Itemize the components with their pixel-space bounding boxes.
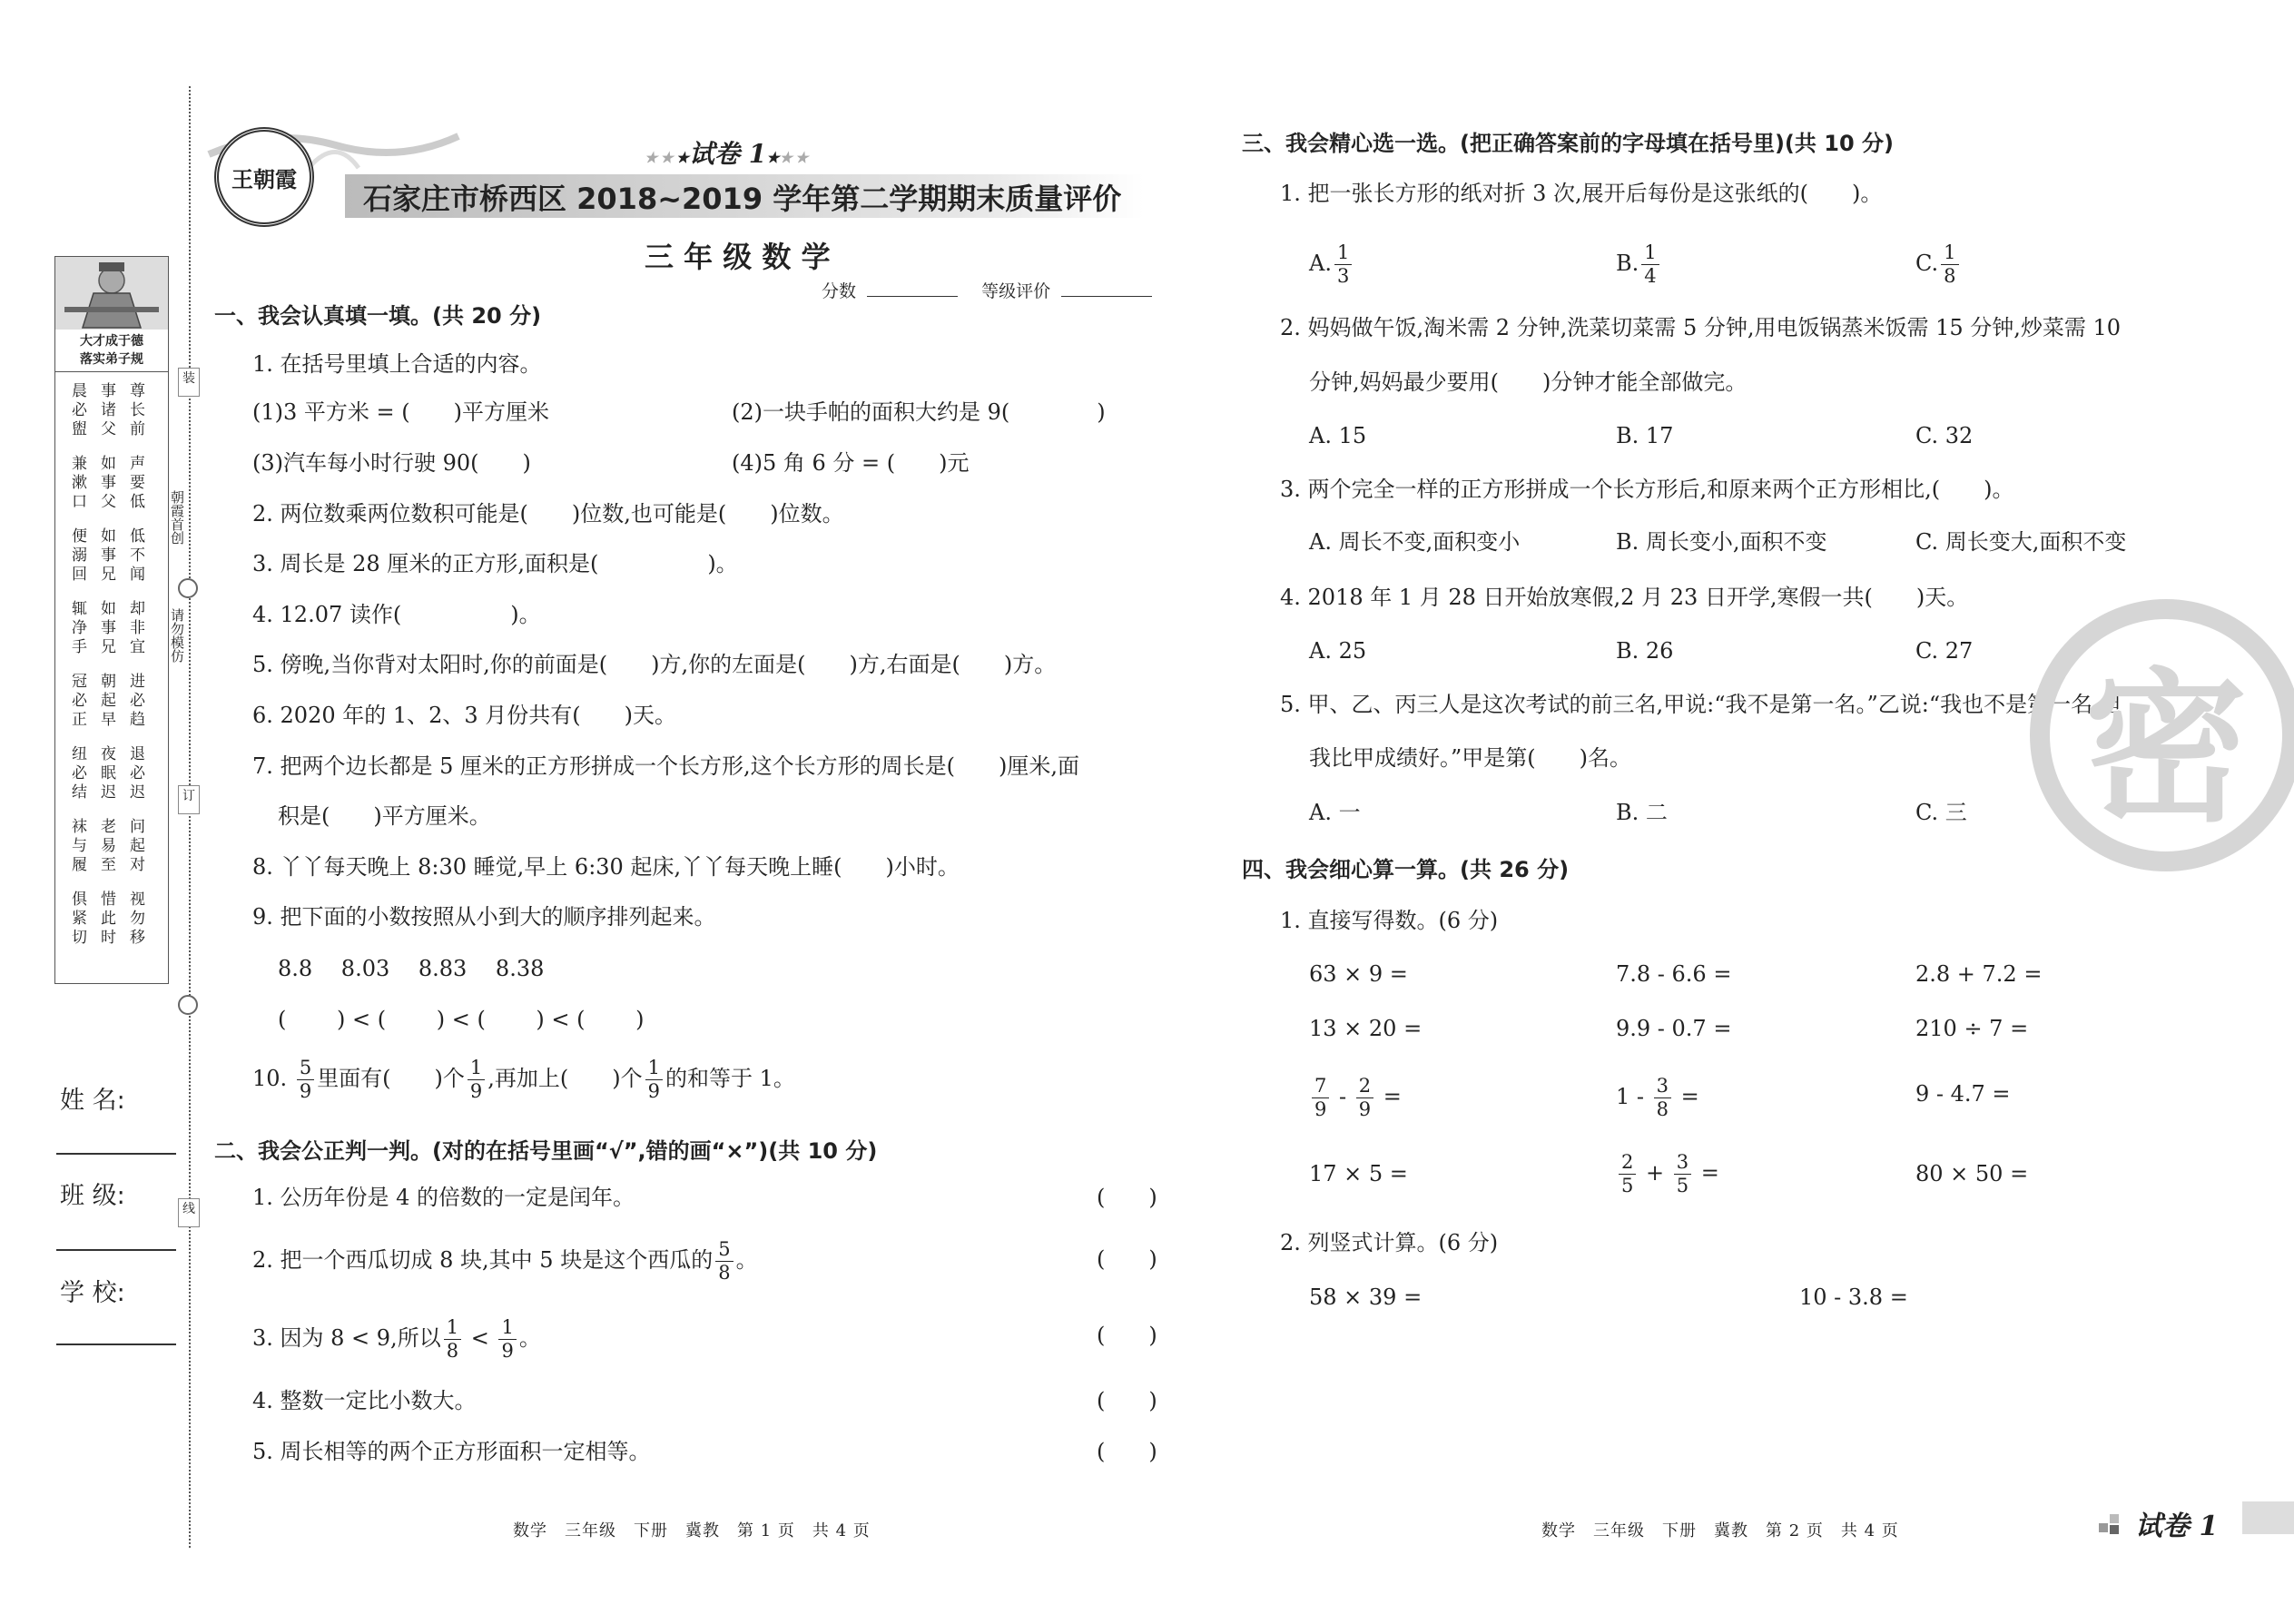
- footer-tag-bar: [2242, 1501, 2294, 1534]
- s3-q5-option-b[interactable]: B. 二: [1616, 800, 1668, 825]
- publisher-logo: [214, 127, 314, 227]
- dizigui-char: 不: [130, 546, 145, 565]
- calc-r3-c2: 1 - $\frac{3}{8}$ =: [1616, 1075, 1699, 1120]
- fraction-1-3: $\frac{1}{3}$: [1334, 243, 1352, 286]
- dizigui-char: 必: [72, 692, 87, 710]
- dizigui-char: 迟: [101, 783, 116, 802]
- s3-q1-option-b[interactable]: B. $\frac{1}{4}$: [1616, 243, 1662, 286]
- school-field[interactable]: [56, 1343, 176, 1345]
- s1-q9-numbers: 8.8 8.03 8.83 8.38: [278, 956, 545, 981]
- tear-mark-1: 装: [178, 368, 200, 397]
- calc-r2-c1: 13 × 20 =: [1309, 1016, 1423, 1041]
- dizigui-char: 晨: [72, 382, 87, 400]
- dizigui-char: 必: [130, 692, 145, 710]
- dizigui-char: 手: [72, 638, 87, 656]
- main-title: 石家庄市桥西区 2018~2019 学年第二学期期末质量评价: [363, 182, 1122, 216]
- score-label: 分数: [822, 281, 857, 301]
- s1-q10: 10. $\frac{5}{9}$ 里面有( )个 $\frac{1}{9}$ ,再加上( )个 $\frac{1}{9}$ 的和等于 1。: [252, 1057, 795, 1102]
- s2-q1-answer-paren[interactable]: ( ): [1097, 1185, 1157, 1210]
- s3-q3: 3. 两个完全一样的正方形拼成一个长方形后,和原来两个正方形相比,( )。: [1280, 477, 2014, 502]
- s3-q5-option-a[interactable]: A. 一: [1309, 800, 1361, 825]
- dizigui-char: 朝: [101, 673, 116, 691]
- dizigui-char: 要: [130, 474, 145, 492]
- section2-title: 二、我会公正判一判。(对的在括号里画“√”,错的画“×”)(共 10 分): [214, 1138, 878, 1164]
- s2-q4: 4. 整数一定比小数大。: [252, 1388, 477, 1413]
- s2-q2-answer-paren[interactable]: ( ): [1097, 1246, 1157, 1272]
- s2-q1: 1. 公历年份是 4 的倍数的一定是闰年。: [252, 1185, 635, 1210]
- dizigui-char: 惜: [101, 891, 116, 909]
- dizigui-char: 紧: [72, 910, 87, 928]
- name-label: 姓 名:: [60, 1087, 125, 1115]
- s2-q3-answer-paren[interactable]: ( ): [1097, 1323, 1157, 1348]
- paper-tag: ★★★试卷 1★★★: [645, 139, 812, 169]
- s3-q1-option-a[interactable]: A. $\frac{1}{3}$: [1309, 243, 1354, 286]
- s1-q4: 4. 12.07 读作( )。: [252, 602, 541, 627]
- dizigui-char: 夜: [101, 745, 116, 763]
- dizigui-char: 盥: [72, 420, 87, 438]
- s1-q2: 2. 两位数乘两位数积可能是( )位数,也可能是( )位数。: [252, 501, 844, 527]
- dizigui-char: 闻: [130, 566, 145, 584]
- dizigui-char: 净: [72, 619, 87, 637]
- section1-title: 一、我会认真填一填。(共 20 分): [214, 303, 542, 329]
- binding-dashed-line: [189, 86, 191, 1548]
- dizigui-char: 结: [72, 783, 87, 802]
- dizigui-char: 进: [130, 673, 145, 691]
- dizigui-char: 起: [101, 692, 116, 710]
- dizigui-char: 勿: [130, 910, 145, 928]
- dizigui-char: 口: [72, 493, 87, 511]
- class-field[interactable]: [56, 1249, 176, 1251]
- dizigui-char: 溺: [72, 546, 87, 565]
- grade-label: 等级评价: [981, 281, 1051, 301]
- school-label: 学 校:: [60, 1279, 125, 1307]
- fraction-3-5: $\frac{3}{5}$: [1674, 1153, 1691, 1196]
- s3-q5b: 我比甲成绩好。”甲是第( )名。: [1309, 745, 1631, 771]
- s3-q4: 4. 2018 年 1 月 28 日开始放寒假,2 月 23 日开学,寒假一共( )天。: [1280, 585, 1969, 610]
- s1-q1-1: (1)3 平方米 = ( )平方厘米: [252, 399, 549, 425]
- s1-q1-2: (2)一块手帕的面积大约是 9( ): [732, 399, 1106, 425]
- dizigui-char: 便: [72, 527, 87, 546]
- s2-q3: 3. 因为 8 < 9,所以 $\frac{1}{8}$ < $\frac{1}{9}$ 。: [252, 1316, 541, 1362]
- fraction-2-9: $\frac{2}{9}$: [1356, 1077, 1373, 1119]
- s3-q2a: 2. 妈妈做午饭,淘米需 2 分钟,洗菜切菜需 5 分钟,用电饭锅蒸米饭需 15 分钟,炒菜需 10: [1280, 315, 2122, 340]
- dizigui-char: 冠: [72, 673, 87, 691]
- s3-q4-option-a[interactable]: A. 25: [1309, 638, 1367, 664]
- calc-r4-c2: $\frac{2}{5}$ + $\frac{3}{5}$ =: [1616, 1153, 1719, 1196]
- dizigui-char: 趋: [130, 711, 145, 729]
- fraction-5-8: $\frac{5}{8}$: [715, 1240, 733, 1283]
- dizigui-char: 回: [72, 566, 87, 584]
- banner-line-1: 大才成于德: [80, 334, 143, 349]
- s3-q2-option-b[interactable]: B. 17: [1616, 423, 1674, 448]
- fraction-2-5: $\frac{2}{5}$: [1619, 1153, 1636, 1196]
- dizigui-char: 俱: [72, 891, 87, 909]
- s3-q3-option-a[interactable]: A. 周长不变,面积变小: [1309, 529, 1521, 555]
- section4-title: 四、我会细心算一算。(共 26 分): [1242, 857, 1570, 882]
- section3-title: 三、我会精心选一选。(把正确答案前的字母填在括号里)(共 10 分): [1242, 131, 1894, 156]
- fraction-5-9: $\frac{5}{9}$: [297, 1058, 314, 1101]
- s4-q1: 1. 直接写得数。(6 分): [1280, 908, 1499, 933]
- tear-mark-2: 订: [178, 785, 200, 814]
- dizigui-char: 声: [130, 455, 145, 473]
- s1-q8: 8. 丫丫每天晚上 8:30 睡觉,早上 6:30 起床,丫丫每天晚上睡( )小时。: [252, 854, 960, 880]
- fraction-1-9: $\frac{1}{9}$: [645, 1058, 663, 1101]
- s2-q4-answer-paren[interactable]: ( ): [1097, 1388, 1157, 1413]
- dizigui-char: 视: [130, 891, 145, 909]
- logo-text: 王朝霞: [231, 165, 297, 192]
- fraction-1-8: $\frac{1}{8}$: [1941, 243, 1958, 286]
- vertical-calc-2: 10 - 3.8 =: [1799, 1284, 1908, 1310]
- footer-right: 数学 三年级 下册 冀教 第 2 页 共 4 页: [1541, 1521, 1899, 1540]
- binding-hole-icon: [178, 578, 198, 598]
- dizigui-char: 非: [130, 619, 145, 637]
- fraction-7-9: $\frac{7}{9}$: [1312, 1077, 1329, 1119]
- dizigui-char: 正: [72, 711, 87, 729]
- dizigui-char: 兄: [101, 638, 116, 656]
- dizigui-char: 兄: [101, 566, 116, 584]
- fraction-1-9: $\frac{1}{9}$: [498, 1318, 516, 1361]
- s3-q2-option-c[interactable]: C. 32: [1915, 423, 1974, 448]
- footer-tag-decoration: [2099, 1511, 2126, 1538]
- dizigui-char: 移: [130, 929, 145, 947]
- s3-q1-option-c[interactable]: C. $\frac{1}{8}$: [1915, 243, 1962, 286]
- s1-q6: 6. 2020 年的 1、2、3 月份共有( )天。: [252, 703, 677, 728]
- tear-mark-3: 线: [178, 1198, 200, 1227]
- footer-left: 数学 三年级 下册 冀教 第 1 页 共 4 页: [513, 1521, 871, 1540]
- s3-q4-option-c[interactable]: C. 27: [1915, 638, 1974, 664]
- dizigui-char: 事: [101, 546, 116, 565]
- seal-text-top: 朝霞首创: [169, 490, 185, 545]
- dizigui-char: 长: [130, 401, 145, 419]
- s1-q7a: 7. 把两个边长都是 5 厘米的正方形拼成一个长方形,这个长方形的周长是( )厘米,面: [252, 753, 1080, 779]
- dizigui-char: 退: [130, 745, 145, 763]
- dizigui-char: 如: [101, 455, 116, 473]
- calc-r1-c1: 63 × 9 =: [1309, 961, 1408, 987]
- dizigui-char: 诸: [101, 401, 116, 419]
- dizigui-char: 履: [72, 856, 87, 874]
- dizigui-char: 却: [130, 600, 145, 618]
- s1-q3: 3. 周长是 28 厘米的正方形,面积是( )。: [252, 551, 738, 576]
- s2-q5: 5. 周长相等的两个正方形面积一定相等。: [252, 1439, 651, 1464]
- dizigui-char: 纽: [72, 745, 87, 763]
- s1-q9: 9. 把下面的小数按照从小到大的顺序排列起来。: [252, 904, 716, 930]
- dizigui-char: 事: [101, 619, 116, 637]
- dizigui-char: 袜: [72, 818, 87, 836]
- dizigui-char: 父: [101, 493, 116, 511]
- dizigui-panel: [54, 256, 169, 984]
- s3-q4-option-b[interactable]: B. 26: [1616, 638, 1674, 664]
- fraction-3-8: $\frac{3}{8}$: [1654, 1077, 1671, 1119]
- dizigui-char: 对: [130, 856, 145, 874]
- s3-q3-option-c[interactable]: C. 周长变大,面积不变: [1915, 529, 2127, 555]
- fraction-1-8: $\frac{1}{8}$: [444, 1318, 461, 1361]
- dizigui-char: 必: [72, 764, 87, 782]
- dizigui-char: 如: [101, 600, 116, 618]
- grade-field[interactable]: [1061, 296, 1152, 297]
- dizigui-char: 兼: [72, 455, 87, 473]
- dizigui-char: 必: [130, 764, 145, 782]
- s1-q1: 1. 在括号里填上合适的内容。: [252, 351, 542, 377]
- dizigui-char: 问: [130, 818, 145, 836]
- s1-q9-blanks: ( ) < ( ) < ( ) < ( ): [278, 1007, 645, 1032]
- s3-q3-option-b[interactable]: B. 周长变小,面积不变: [1616, 529, 1827, 555]
- dizigui-char: 时: [101, 929, 116, 947]
- dizigui-char: 低: [130, 493, 145, 511]
- s2-q2: 2. 把一个西瓜切成 8 块,其中 5 块是这个西瓜的 $\frac{5}{8}$ 。: [252, 1238, 758, 1284]
- dizigui-char: 迟: [130, 783, 145, 802]
- seal-text-bottom: 请勿模仿: [169, 608, 185, 663]
- dizigui-char: 尊: [130, 382, 145, 400]
- calc-r3-c1: $\frac{7}{9}$ - $\frac{2}{9}$ =: [1309, 1077, 1402, 1119]
- calc-r4-c1: 17 × 5 =: [1309, 1161, 1408, 1186]
- fraction-1-4: $\frac{1}{4}$: [1641, 243, 1659, 286]
- s1-q1-3: (3)汽车每小时行驶 90( ): [252, 450, 531, 476]
- dizigui-char: 易: [101, 837, 116, 855]
- s4-q2: 2. 列竖式计算。(6 分): [1280, 1230, 1499, 1255]
- s3-q5-option-c[interactable]: C. 三: [1915, 800, 1967, 825]
- score-field[interactable]: [867, 296, 958, 297]
- scholar-figure-icon: [55, 257, 168, 330]
- s2-q5-answer-paren[interactable]: ( ): [1097, 1439, 1157, 1464]
- dizigui-char: 此: [101, 910, 116, 928]
- dizigui-char: 切: [72, 929, 87, 947]
- dizigui-char: 低: [130, 527, 145, 546]
- dizigui-text-grid: [72, 382, 159, 972]
- calc-r2-c3: 210 ÷ 7 =: [1915, 1016, 2029, 1041]
- banner-line-2: 落实弟子规: [55, 349, 168, 372]
- class-label: 班 级:: [60, 1182, 125, 1210]
- vertical-calc-1: 58 × 39 =: [1309, 1284, 1423, 1310]
- score-row: [822, 278, 1152, 302]
- dizigui-char: 眠: [101, 764, 116, 782]
- calc-r3-c3: 9 - 4.7 =: [1915, 1081, 2011, 1107]
- dizigui-char: 事: [101, 382, 116, 400]
- dizigui-char: 早: [101, 711, 116, 729]
- dizigui-char: 事: [101, 474, 116, 492]
- calc-r4-c3: 80 × 50 =: [1915, 1161, 2029, 1186]
- s3-q5a: 5. 甲、乙、丙三人是这次考试的前三名,甲说:“我不是第一名。”乙说:“我也不是第一名,但: [1280, 692, 2122, 717]
- fraction-1-9: $\frac{1}{9}$: [468, 1058, 485, 1101]
- dizigui-char: 必: [72, 401, 87, 419]
- footer-tag: 试卷 1: [2135, 1511, 2219, 1542]
- s1-q5: 5. 傍晚,当你背对太阳时,你的前面是( )方,你的左面是( )方,右面是( )方。: [252, 652, 1057, 677]
- dizigui-char: 辄: [72, 600, 87, 618]
- s3-q1: 1. 把一张长方形的纸对折 3 次,展开后每份是这张纸的( )。: [1280, 181, 1883, 206]
- binding-hole-icon: [178, 995, 198, 1015]
- calc-r1-c3: 2.8 + 7.2 =: [1915, 961, 2043, 987]
- dizigui-char: 前: [130, 420, 145, 438]
- s3-q2-option-a[interactable]: A. 15: [1309, 423, 1367, 448]
- dizigui-char: 漱: [72, 474, 87, 492]
- dizigui-char: 如: [101, 527, 116, 546]
- dizigui-char: 老: [101, 818, 116, 836]
- s1-q1-4: (4)5 角 6 分 = ( )元: [732, 450, 970, 476]
- s1-q7b: 积是( )平方厘米。: [278, 803, 491, 829]
- name-field[interactable]: [56, 1153, 176, 1155]
- confidential-seal-watermark: 密: [2030, 599, 2294, 871]
- dizigui-char: 宜: [130, 638, 145, 656]
- calc-r1-c2: 7.8 - 6.6 =: [1616, 961, 1732, 987]
- dizigui-char: 父: [101, 420, 116, 438]
- s3-q2b: 分钟,妈妈最少要用( )分钟才能全部做完。: [1309, 369, 1748, 395]
- dizigui-char: 至: [101, 856, 116, 874]
- dizigui-char: 与: [72, 837, 87, 855]
- calc-r2-c2: 9.9 - 0.7 =: [1616, 1016, 1732, 1041]
- dizigui-char: 起: [130, 837, 145, 855]
- subtitle: 三 年 级 数 学: [645, 240, 831, 274]
